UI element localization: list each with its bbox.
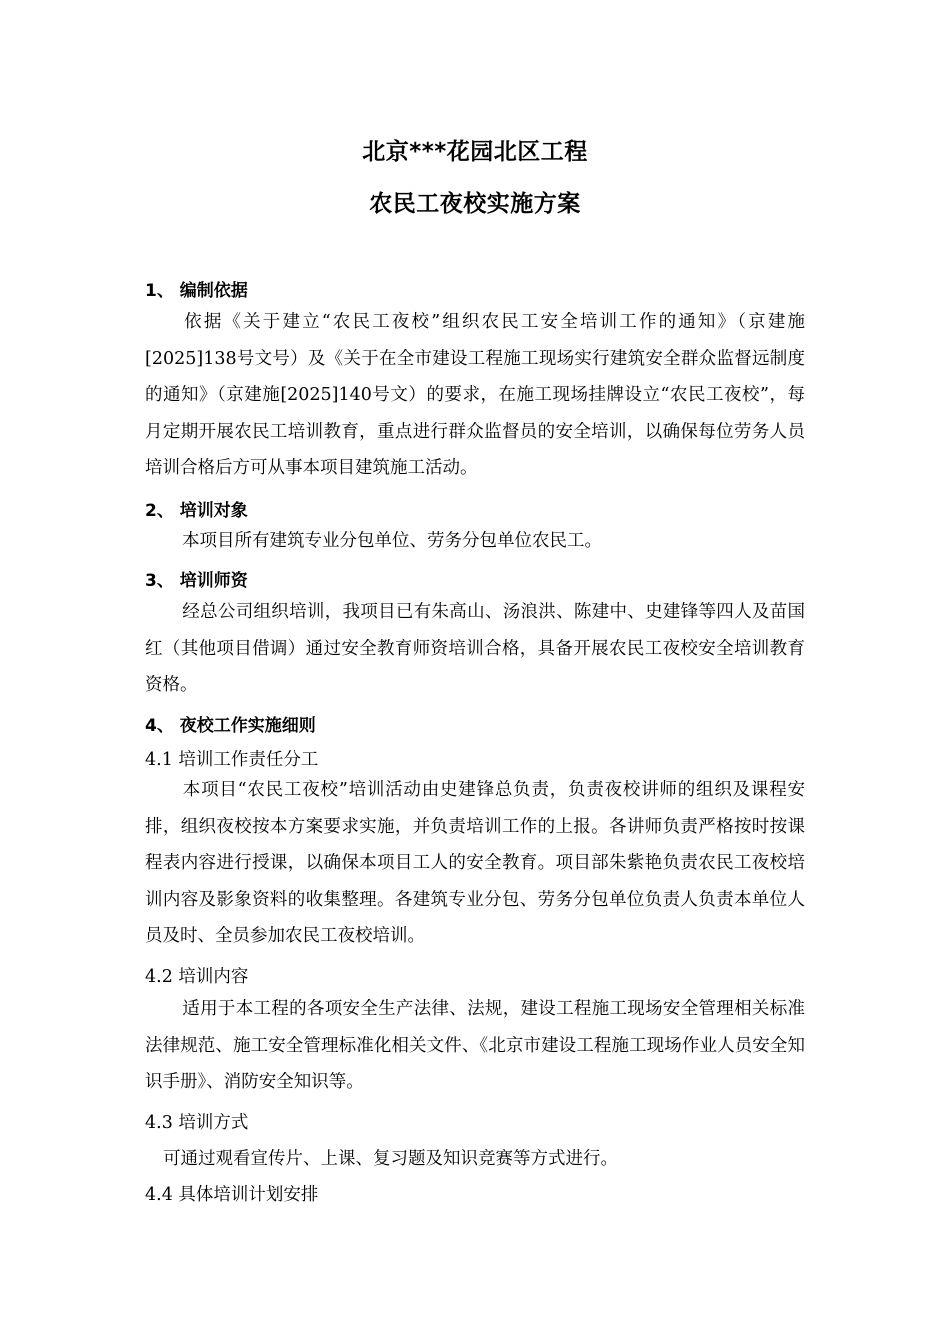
section1-body-text: 依据《关于建立“农民工夜校”组织农民工安全培训工作的通知》（京建施[2025]138号文号）及《关于在全市建设工程施工现场实行建筑安全群众监督远制度的通知》（京建施[2025]140号文）的要求，在施工现场挂牌设立“农民工夜校”，每月定期开展农民工培训教育，重点进行群众监督员的安全培训，以确保每位劳务人员培训合格后方可从事本项目建筑施工活动。 bbox=[145, 312, 805, 478]
section3-heading: 3、 培训师资 bbox=[145, 571, 248, 591]
document-title-line2: 农民工夜校实施方案 bbox=[369, 191, 581, 217]
subsection-4-1-body-text: 本项目“农民工夜校”培训活动由史建锋总负责，负责夜校讲师的组织及课程安排，组织夜校按本方案要求实施，并负责培训工作的上报。各讲师负责严格按时按课程表内容进行授课，以确保本项目工人的安全教育。项目部朱紫艳负责农民工夜校培训内容及影象资料的收集整理。各建筑专业分包、劳务分包单位负责人负责本单位人员及时、全员参加农民工夜校培训。 bbox=[145, 780, 805, 946]
subsection-4-3-heading: 4.3 培训方式 bbox=[145, 1113, 249, 1133]
subsection-4-2-body bbox=[145, 991, 805, 1101]
section3-body bbox=[145, 594, 805, 704]
section3-body-text: 经总公司组织培训，我项目已有朱高山、汤浪洪、陈建中、史建锋等四人及苗国红（其他项目借调）通过安全教育师资培训合格，具备开展农民工夜校安全培训教育资格。 bbox=[145, 602, 805, 695]
section2-heading: 2、 培训对象 bbox=[145, 501, 248, 521]
subsection-4-1-heading: 4.1 培训工作责任分工 bbox=[145, 750, 319, 770]
document-title-line1: 北京***花园北区工程 bbox=[362, 139, 588, 165]
subsection-4-4-heading: 4.4 具体培训计划安排 bbox=[145, 1185, 319, 1205]
subsection-4-2-body-text: 适用于本工程的各项安全生产法律、法规，建设工程施工现场安全管理相关标准法律规范、施工安全管理标准化相关文件、《北京市建设工程施工现场作业人员安全知识手册》、消防安全知识等。 bbox=[145, 999, 805, 1092]
section1-heading: 1、 编制依据 bbox=[145, 281, 248, 301]
subsection-4-2-heading: 4.2 培训内容 bbox=[145, 967, 249, 987]
section4-heading: 4、 夜校工作实施细则 bbox=[145, 716, 316, 736]
subsection-4-3-body: 可通过观看宣传片、上课、复习题及知识竞赛等方式进行。 bbox=[163, 1149, 618, 1169]
section2-body bbox=[145, 523, 805, 560]
subsection-4-1-body bbox=[145, 772, 805, 955]
section1-body bbox=[145, 304, 805, 487]
section2-body-text: 本项目所有建筑专业分包单位、劳务分包单位农民工。 bbox=[182, 531, 602, 551]
